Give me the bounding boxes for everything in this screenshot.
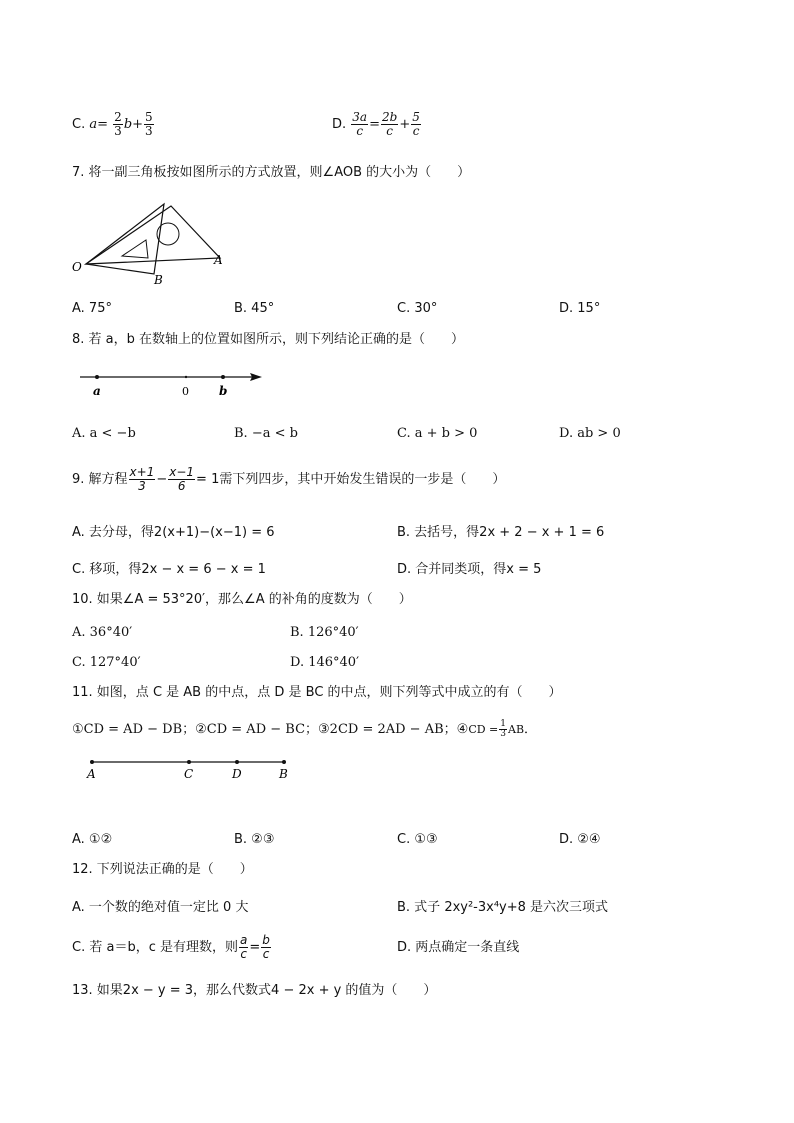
numerator: b [262, 933, 270, 947]
plus-sign: + [132, 117, 144, 132]
q7-triangle-figure [70, 198, 230, 288]
point-a [90, 760, 94, 764]
label-a: a [93, 384, 101, 398]
numerator: 3a [352, 110, 368, 124]
q6-option-d [332, 111, 422, 138]
q13-stem: 13. 如果2x − y = 3，那么代数式4 − 2x + y 的值为（ ） [72, 983, 437, 998]
q12-stem: 12. 下列说法正确的是（ ） [72, 862, 253, 877]
label-b: B [279, 767, 288, 781]
fraction [499, 720, 507, 739]
q9-option-b: B. 去括号，得2x + 2 − x + 1 = 6 [397, 525, 605, 540]
q8-option-d: D. ab > 0 [559, 426, 621, 441]
q11-option-b: B. ②③ [234, 832, 275, 847]
q7-option-a: A. 75° [72, 301, 112, 316]
q8-option-a: A. a < −b [72, 426, 136, 441]
eq4-right: AB [508, 723, 525, 736]
q6-option-c [72, 111, 155, 138]
q12-option-b: B. 式子 2xy²-3x⁴y+8 是六次三项式 [397, 900, 609, 915]
fraction [381, 111, 398, 138]
q11-segment-figure [84, 756, 304, 784]
numerator: a [239, 933, 248, 947]
inner-triangle-cutout [122, 240, 148, 258]
numerator: 2 [114, 110, 122, 124]
q11-option-a: A. ①② [72, 832, 113, 847]
q12-option-d: D. 两点确定一条直线 [397, 940, 520, 955]
stem-prefix: 9. 解方程 [72, 472, 128, 487]
q12-option-a: A. 一个数的绝对值一定比 0 大 [72, 900, 249, 915]
label-d: D [232, 767, 242, 781]
q7-option-d: D. 15° [559, 301, 601, 316]
stem-suffix: = 1需下列四步，其中开始发生错误的一步是（ ） [196, 472, 506, 487]
option-c-text: C. 若 a＝b，c 是有理数，则 [72, 940, 238, 955]
option-label: C. [72, 117, 86, 132]
label-zero: 0 [182, 385, 189, 398]
point-b [221, 375, 225, 379]
fraction [113, 111, 123, 138]
label-a: A [214, 253, 223, 267]
denominator: 3 [500, 729, 506, 739]
q11-option-d: D. ②④ [559, 832, 601, 847]
q11-stem: 11. 如图，点 C 是 AB 的中点，点 D 是 BC 的中点，则下列等式中成立的有（ ） [72, 685, 562, 700]
q10-option-a: A. 36°40′ [72, 625, 133, 640]
numerator: 1 [500, 719, 506, 729]
q7-option-b: B. 45° [234, 301, 275, 316]
label-a: A [87, 767, 96, 781]
point-c [187, 760, 191, 764]
q9-option-a: A. 去分母，得2(x+1)−(x−1) = 6 [72, 525, 275, 540]
q11-option-c: C. ①③ [397, 832, 438, 847]
q10-option-b: B. 126°40′ [290, 625, 359, 640]
numerator: 5 [412, 110, 420, 124]
denominator: 3 [114, 124, 122, 138]
denominator: 3 [145, 124, 153, 138]
denominator: 3 [138, 479, 146, 493]
denominator: c [240, 947, 247, 961]
q8-option-b: B. −a < b [234, 426, 298, 441]
equals-sign: = [249, 940, 261, 955]
eq4-left: CD = [468, 723, 499, 736]
var-a: a [89, 117, 98, 132]
fraction [168, 466, 195, 493]
plus-sign: + [399, 117, 411, 132]
var-b: b [123, 117, 133, 132]
q7-stem: 7. 将一副三角板按如图所示的方式放置，则∠AOB 的大小为（ ） [72, 165, 471, 180]
q9-option-d: D. 合并同类项，得x = 5 [397, 562, 542, 577]
label-b: b [219, 384, 228, 398]
q8-number-line [76, 368, 276, 398]
label-b: B [154, 273, 163, 287]
numerator: 2b [382, 110, 398, 124]
fraction [351, 111, 368, 138]
label-o: O [72, 260, 82, 274]
large-triangle [86, 206, 220, 264]
denominator: c [262, 947, 270, 961]
fraction [411, 111, 421, 138]
q9-option-c: C. 移项，得2x − x = 6 − x = 1 [72, 562, 266, 577]
q10-stem: 10. 如果∠A = 53°20′，那么∠A 的补角的度数为（ ） [72, 592, 412, 607]
point-a [95, 375, 99, 379]
point-d [235, 760, 239, 764]
fraction [129, 466, 156, 493]
q11-equations [72, 717, 537, 743]
numerator: x+1 [129, 465, 155, 479]
numerator: x−1 [169, 465, 195, 479]
minus-sign: − [156, 472, 168, 487]
q10-option-c: C. 127°40′ [72, 655, 141, 670]
denominator: c [412, 124, 420, 138]
fraction [261, 934, 271, 961]
denominator: 6 [177, 479, 186, 493]
q10-option-d: D. 146°40′ [290, 655, 360, 670]
equals-sign: = [97, 117, 109, 132]
label-c: C [184, 767, 194, 781]
q8-stem: 8. 若 a，b 在数轴上的位置如图所示，则下列结论正确的是（ ） [72, 332, 465, 347]
fraction [239, 934, 248, 961]
denominator: c [386, 124, 394, 138]
end-period: ． [524, 722, 538, 737]
q8-option-c: C. a + b > 0 [397, 426, 478, 441]
denominator: c [356, 124, 364, 138]
q9-stem [72, 462, 505, 498]
q7-option-c: C. 30° [397, 301, 438, 316]
fraction [144, 111, 154, 138]
numerator: 5 [145, 110, 153, 124]
equations-1-to-3: ①CD = AD − DB；②CD = AD − BC；③2CD = 2AD − AB；④ [72, 722, 469, 737]
q12-option-c [72, 930, 272, 966]
option-label: D. [332, 117, 347, 132]
equals-sign: = [369, 117, 380, 132]
point-b [282, 760, 286, 764]
point-zero [185, 376, 187, 378]
